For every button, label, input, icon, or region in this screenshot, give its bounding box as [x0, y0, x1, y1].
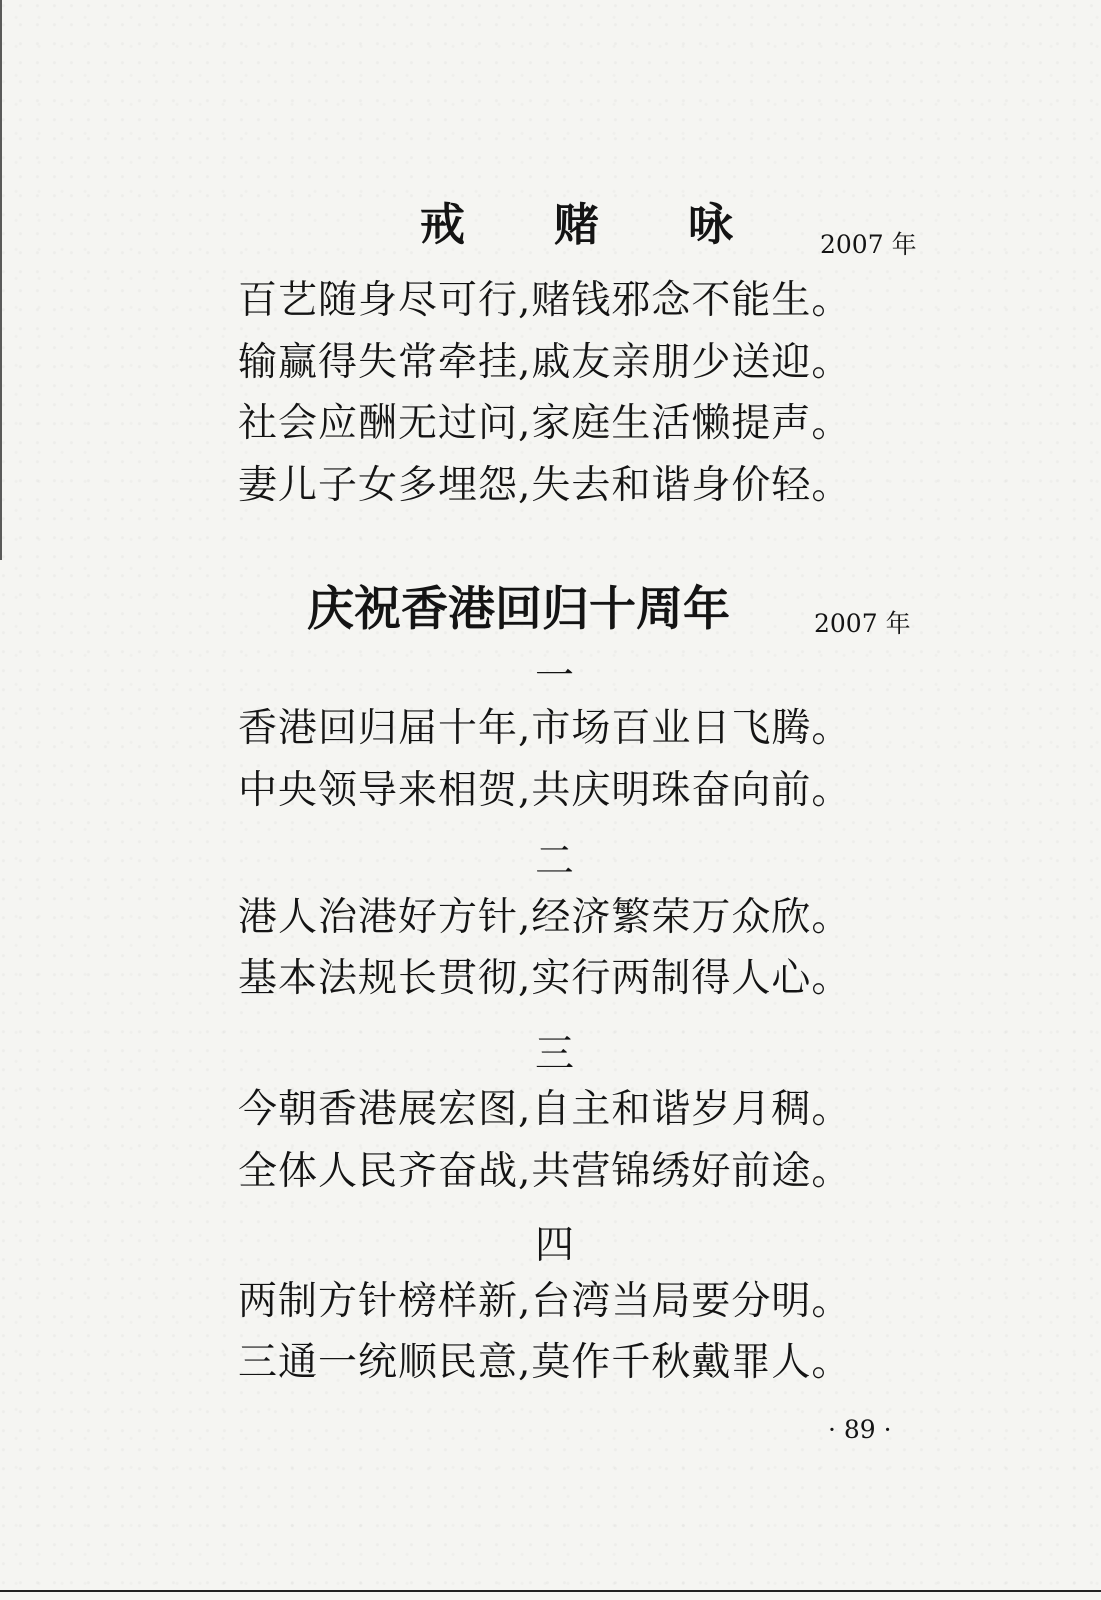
section-mark-4: 四	[535, 1223, 575, 1268]
poem-2-section-2-line-1: 港人治港好方针,经济繁荣万众欣。	[238, 895, 852, 940]
poem-1-line-3: 社会应酬无过问,家庭生活懒提声。	[238, 401, 852, 446]
poem-2-section-3-line-2: 全体人民齐奋战,共营锦绣好前途。	[238, 1149, 852, 1194]
poem-2-section-2-line-2: 基本法规长贯彻,实行两制得人心。	[238, 956, 852, 1001]
bottom-rule	[0, 1590, 1101, 1592]
poem-year-2: 2007 年	[814, 609, 911, 638]
section-mark-2: 二	[535, 839, 575, 884]
scan-edge	[0, 0, 2, 1600]
poem-2-section-4-line-2: 三通一统顺民意,莫作千秋戴罪人。	[238, 1340, 852, 1385]
section-mark-3: 三	[535, 1032, 575, 1077]
poem-title-1: 戒 赌 咏	[420, 198, 756, 251]
poem-1-line-4: 妻儿子女多埋怨,失去和谐身价轻。	[238, 463, 852, 508]
poem-2-section-3-line-1: 今朝香港展宏图,自主和谐岁月稠。	[238, 1087, 852, 1132]
poem-title-2: 庆祝香港回归十周年	[307, 582, 730, 637]
section-mark-1: 一	[535, 654, 575, 699]
poem-1-line-1: 百艺随身尽可行,赌钱邪念不能生。	[238, 278, 852, 323]
poem-2-section-1-line-2: 中央领导来相贺,共庆明珠奋向前。	[238, 768, 852, 813]
poem-2-section-4-line-1: 两制方针榜样新,台湾当局要分明。	[238, 1279, 852, 1324]
poem-1-line-2: 输赢得失常牵挂,戚友亲朋少送迎。	[238, 340, 852, 385]
poem-2-section-1-line-1: 香港回归届十年,市场百业日飞腾。	[238, 706, 852, 751]
page-number: · 89 ·	[828, 1415, 892, 1444]
poem-year-1: 2007 年	[820, 230, 917, 259]
